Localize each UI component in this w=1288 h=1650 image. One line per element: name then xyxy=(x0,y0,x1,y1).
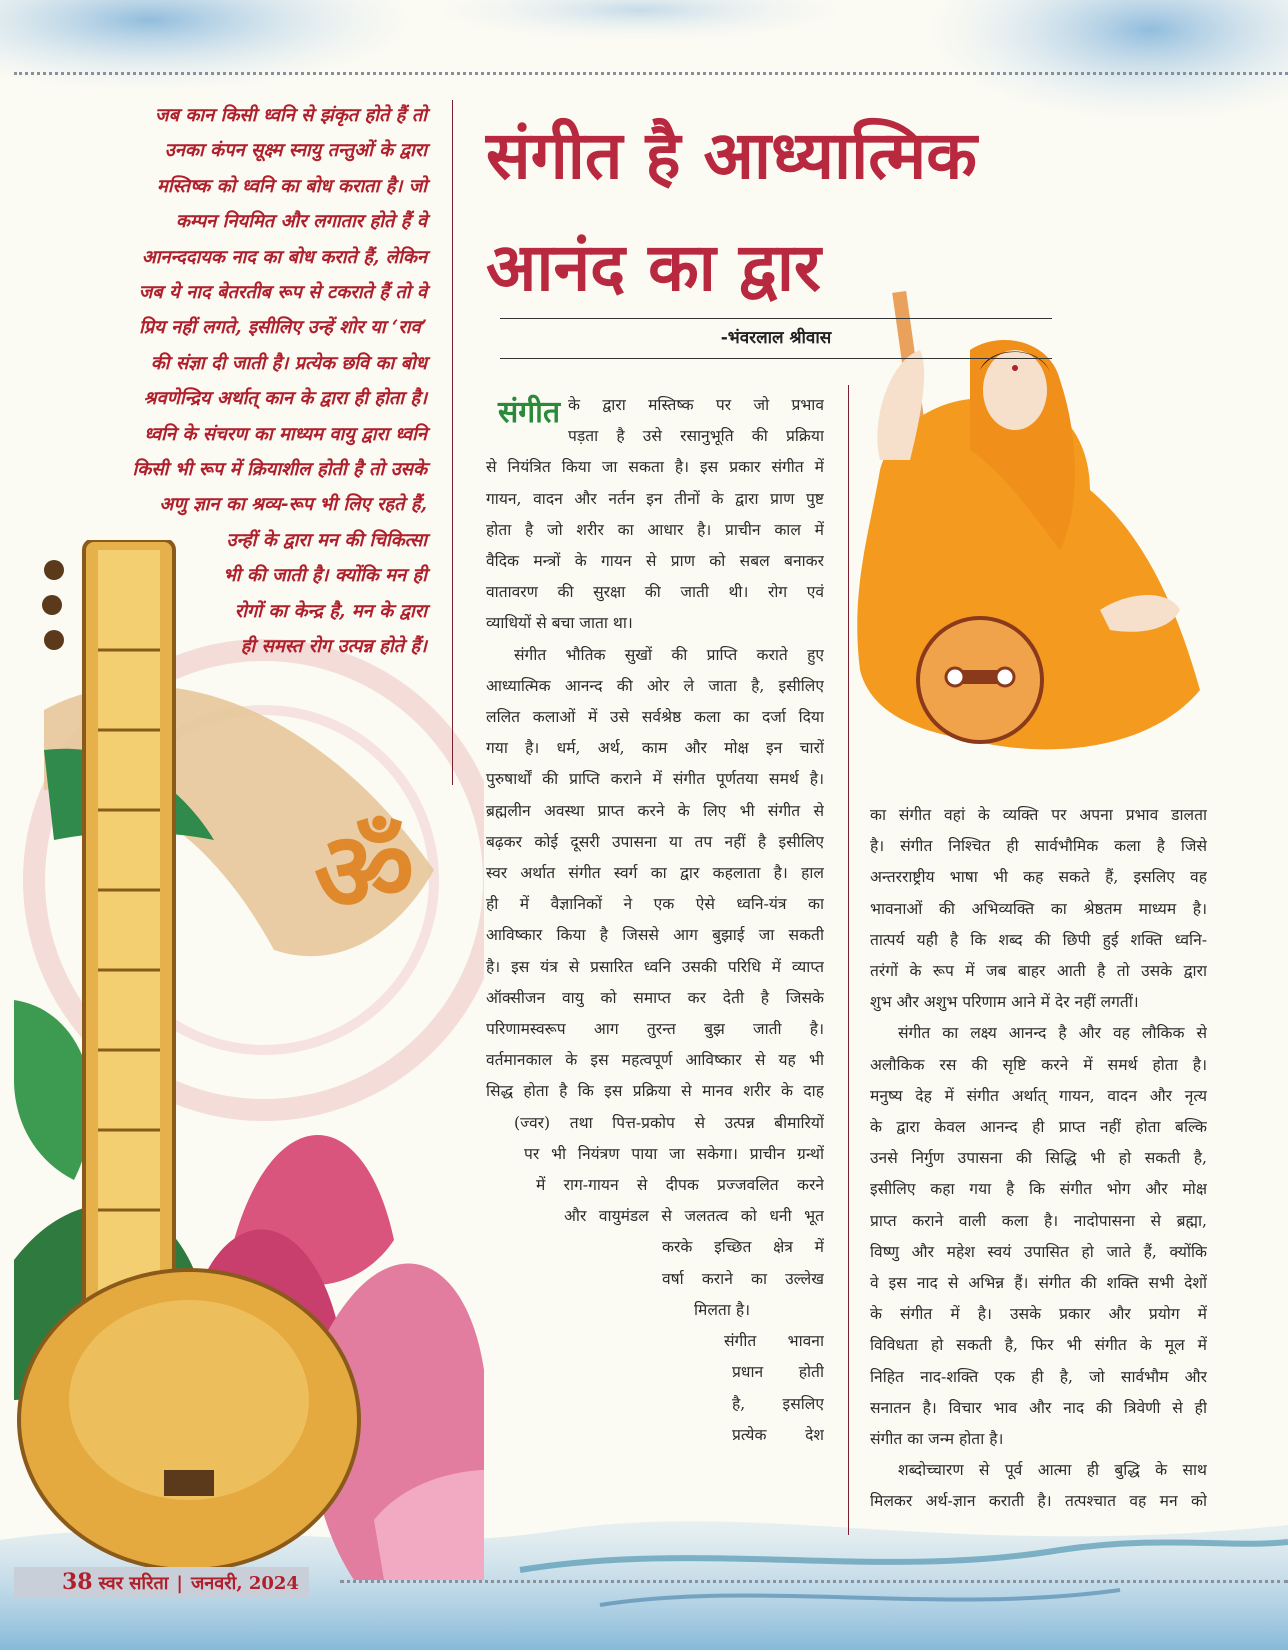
body-line: भावनाओं की अभिव्यक्ति का श्रेष्ठतम माध्यम है। xyxy=(870,899,1207,918)
body-line: विष्णु और महेश स्वयं उपासित हो जाते हैं, क्योंकि xyxy=(870,1242,1207,1261)
pull-quote-line: प्रिय नहीं लगते, इसीलिए उन्हें शोर या ‘राव’ xyxy=(139,317,427,339)
body-line: आध्यात्मिक आनन्द की ओर ले जाता है, इसीलिए xyxy=(486,676,824,695)
body-line: तरंगों के रूप में जब बाहर आती है तो उसके द्वारा xyxy=(870,962,1207,981)
body-line: उनसे निर्गुण उपासना की सिद्धि भी हो सकती है, xyxy=(870,1149,1207,1168)
body-line: वे इस नाद से अभिन्न हैं। संगीत की शक्ति सभी देशों xyxy=(870,1274,1207,1293)
body-line: है। संगीत निश्चित ही सार्वभौमिक कला है जिसे xyxy=(870,837,1207,856)
issue-date: जनवरी, 2024 xyxy=(190,1573,299,1594)
body-line: प्रत्येक देश xyxy=(732,1425,824,1444)
body-line: है, इसलिए xyxy=(732,1394,824,1413)
body-line: निहित नाद-शक्ति एक ही है, जो सार्वभौम और xyxy=(870,1367,1207,1386)
body-line: तात्पर्य यही है कि शब्द की छिपी हुई शक्ति ध्वनि- xyxy=(870,930,1207,949)
body-line: पर भी नियंत्रण पाया जा सकेगा। प्राचीन ग्रन्थों xyxy=(524,1144,824,1163)
pull-quote-line: मस्तिष्क को ध्वनि का बोध कराता है। जो xyxy=(156,175,427,197)
body-line: संगीत का लक्ष्य आनन्द है और वह लौकिक से xyxy=(898,1024,1207,1043)
pull-quote xyxy=(70,98,427,665)
body-line: परिणामस्वरूप आग तुरन्त बुझ जाती है। xyxy=(486,1020,824,1039)
body-line: संगीत भावना xyxy=(724,1332,824,1351)
article-title xyxy=(486,100,1286,324)
middle-column-rule xyxy=(848,385,849,1535)
body-line: वैदिक मन्त्रों के गायन से प्राण को सबल बनाकर xyxy=(486,552,824,571)
body-line: मिलकर अर्थ-ज्ञान कराती है। तत्पश्चात वह मन को xyxy=(870,1492,1207,1511)
body-line: वर्तमानकाल के इस महत्वपूर्ण आविष्कार से यह भी xyxy=(486,1051,824,1070)
body-line: इसीलिए कहा गया है कि संगीत भोग और मोक्ष xyxy=(870,1180,1207,1199)
body-line: व्याधियों से बचा जाता था। xyxy=(486,614,633,633)
body-line: सिद्ध होता है कि इस प्रक्रिया से मानव शरीर के दाह xyxy=(486,1082,824,1101)
body-line: अन्तरराष्ट्रीय भाषा भी कह सकते हैं, इसलिए वह xyxy=(870,868,1207,887)
body-line: है। इस यंत्र से प्रसारित ध्वनि उसकी परिधि में व्याप्त xyxy=(486,957,824,976)
body-line: में राग-गायन से दीपक प्रज्जवलित करने xyxy=(536,1176,824,1195)
om-symbol: ॐ xyxy=(314,808,415,936)
pull-quote-line: जब ये नाद बेतरतीब रूप से टकराते हैं तो वे xyxy=(138,282,427,304)
page-number: 38 xyxy=(62,1569,93,1595)
body-line: पुरुषार्थों की प्राप्ति कराने में संगीत पूर्णतया समर्थ है। xyxy=(486,770,824,789)
byline-rule-top xyxy=(500,318,1052,319)
pull-quote-line: ही समस्त रोग उत्पन्न होते हैं। xyxy=(240,636,427,658)
body-line: प्रधान होती xyxy=(732,1363,824,1382)
pull-quote-line: श्रवणेन्द्रिय अर्थात् कान के द्वारा ही होता है। xyxy=(143,388,427,410)
body-column-1 xyxy=(486,390,824,1451)
body-line: विविधता हो सकती है, फिर भी संगीत के मूल में xyxy=(870,1336,1207,1355)
body-line: मनुष्य देह में संगीत अर्थात् गायन, वादन और नृत्य xyxy=(870,1086,1207,1105)
body-column-2 xyxy=(870,800,1207,1518)
body-line: शुभ और अशुभ परिणाम आने में देर नहीं लगतीं। xyxy=(870,993,1139,1012)
pull-quote-line: ध्वनि के संचरण का माध्यम वायु द्वारा ध्वनि xyxy=(144,423,427,445)
pull-quote-line: भी की जाती है। क्योंकि मन ही xyxy=(222,565,427,587)
pull-quote-line: रोगों का केन्द्र है, मन के द्वारा xyxy=(234,600,427,622)
pull-quote-line: उनका कंपन सूक्ष्म स्नायु तन्तुओं के द्वारा xyxy=(164,140,427,162)
body-line: गया है। धर्म, अर्थ, काम और मोक्ष इन चारों xyxy=(486,739,824,758)
pull-quote-line: किसी भी रूप में क्रियाशील होती है तो उसके xyxy=(132,459,427,481)
body-line: के द्वारा मस्तिष्क पर जो प्रभाव xyxy=(568,396,824,414)
body-line: ब्रह्मलीन अवस्था प्राप्त करने के लिए भी संगीत से xyxy=(486,801,824,820)
meera-with-tanpura-illustration xyxy=(850,290,1210,790)
pull-quote-line: अणु ज्ञान का श्रव्य-रूप भी लिए रहते हैं, xyxy=(159,494,427,516)
body-line: करके इच्छित क्षेत्र में xyxy=(662,1238,824,1257)
body-line: और वायुमंडल से जलतत्व को धनी भूत xyxy=(564,1207,824,1226)
body-line: स्वर अर्थात संगीत स्वर्ग का द्वार कहलाता है। हाल xyxy=(486,864,824,883)
pull-quote-line: जब कान किसी ध्वनि से झंकृत होते हैं तो xyxy=(155,105,427,126)
body-line: ही में वैज्ञानिकों ने एक ऐसे ध्वनि-यंत्र का xyxy=(486,895,824,914)
body-line: संगीत भौतिक सुखों की प्राप्ति कराते हुए xyxy=(514,645,824,664)
body-line: शब्दोच्चारण से पूर्व आत्मा ही बुद्धि के साथ xyxy=(898,1461,1207,1480)
pull-quote-line: की संज्ञा दी जाती है। प्रत्येक छवि का बोध xyxy=(150,352,427,374)
body-line: ऑक्सीजन वायु को समाप्त कर देती है जिसके xyxy=(486,988,824,1007)
body-line: प्राप्त कराने वाली कला है। नादोपासना से ब्रह्मा, xyxy=(870,1211,1207,1230)
body-line: होता है जो शरीर का आधार है। प्राचीन काल में xyxy=(486,520,824,539)
title-line-1: संगीत है आध्यात्मिक xyxy=(486,117,977,194)
top-dotted-rule xyxy=(14,72,1288,75)
body-line: वातावरण की सुरक्षा की जाती थी। रोग एवं xyxy=(486,583,824,602)
drop-cap-word: संगीत xyxy=(498,395,561,430)
author-byline: -भंवरलाल श्रीवास xyxy=(720,328,832,348)
body-line: (ज्वर) तथा पित्त-प्रकोप से उत्पन्न बीमारियों xyxy=(514,1113,824,1132)
page-footer xyxy=(14,1567,309,1597)
body-line: ललित कलाओं में उसे सर्वश्रेष्ठ कला का दर्जा दिया xyxy=(486,708,824,727)
body-line: वर्षा कराने का उल्लेख xyxy=(662,1269,824,1288)
body-line: के संगीत में है। उसके प्रकार और प्रयोग में xyxy=(870,1305,1207,1324)
byline-rule-bottom xyxy=(500,358,1052,359)
pull-quote-line: आनन्ददायक नाद का बोध कराते हैं, लेकिन xyxy=(141,246,427,268)
body-line: अलौकिक रस की सृष्टि करने में समर्थ होता है। xyxy=(870,1055,1207,1074)
body-line: पड़ता है उसे रसानुभूति की प्रक्रिया xyxy=(568,427,824,446)
body-line: आविष्कार किया है जिससे आग बुझाई जा सकती xyxy=(486,926,824,945)
body-line: बढ़कर कोई दूसरी उपासना या तप नहीं है इसीलिए xyxy=(486,832,824,851)
magazine-name: स्वर सरिता xyxy=(98,1573,169,1594)
body-line: संगीत का जन्म होता है। xyxy=(870,1430,1004,1449)
pull-quote-line: कम्पन नियमित और लगातार होते हैं वे xyxy=(175,211,427,233)
veena-illustration xyxy=(14,540,484,1580)
left-column-rule xyxy=(452,100,453,785)
body-line: से नियंत्रित किया जा सकता है। इस प्रकार संगीत में xyxy=(486,458,824,477)
title-line-2: आनंद का द्वार xyxy=(486,229,821,306)
footer-separator: | xyxy=(176,1573,183,1594)
body-line: गायन, वादन और नर्तन इन तीनों के द्वारा प्राण पुष्ट xyxy=(486,489,824,508)
body-line: मिलता है। xyxy=(694,1300,751,1319)
body-line: सनातन है। विचार भाव और नाद की त्रिवेणी से ही xyxy=(870,1398,1207,1417)
body-line: के द्वारा केवल आनन्द ही प्राप्त नहीं होता बल्कि xyxy=(870,1118,1207,1137)
pull-quote-line: उन्हीं के द्वारा मन की चिकित्सा xyxy=(226,529,427,551)
bottom-dotted-rule xyxy=(340,1580,1288,1583)
body-line: का संगीत वहां के व्यक्ति पर अपना प्रभाव डालता xyxy=(870,806,1207,824)
